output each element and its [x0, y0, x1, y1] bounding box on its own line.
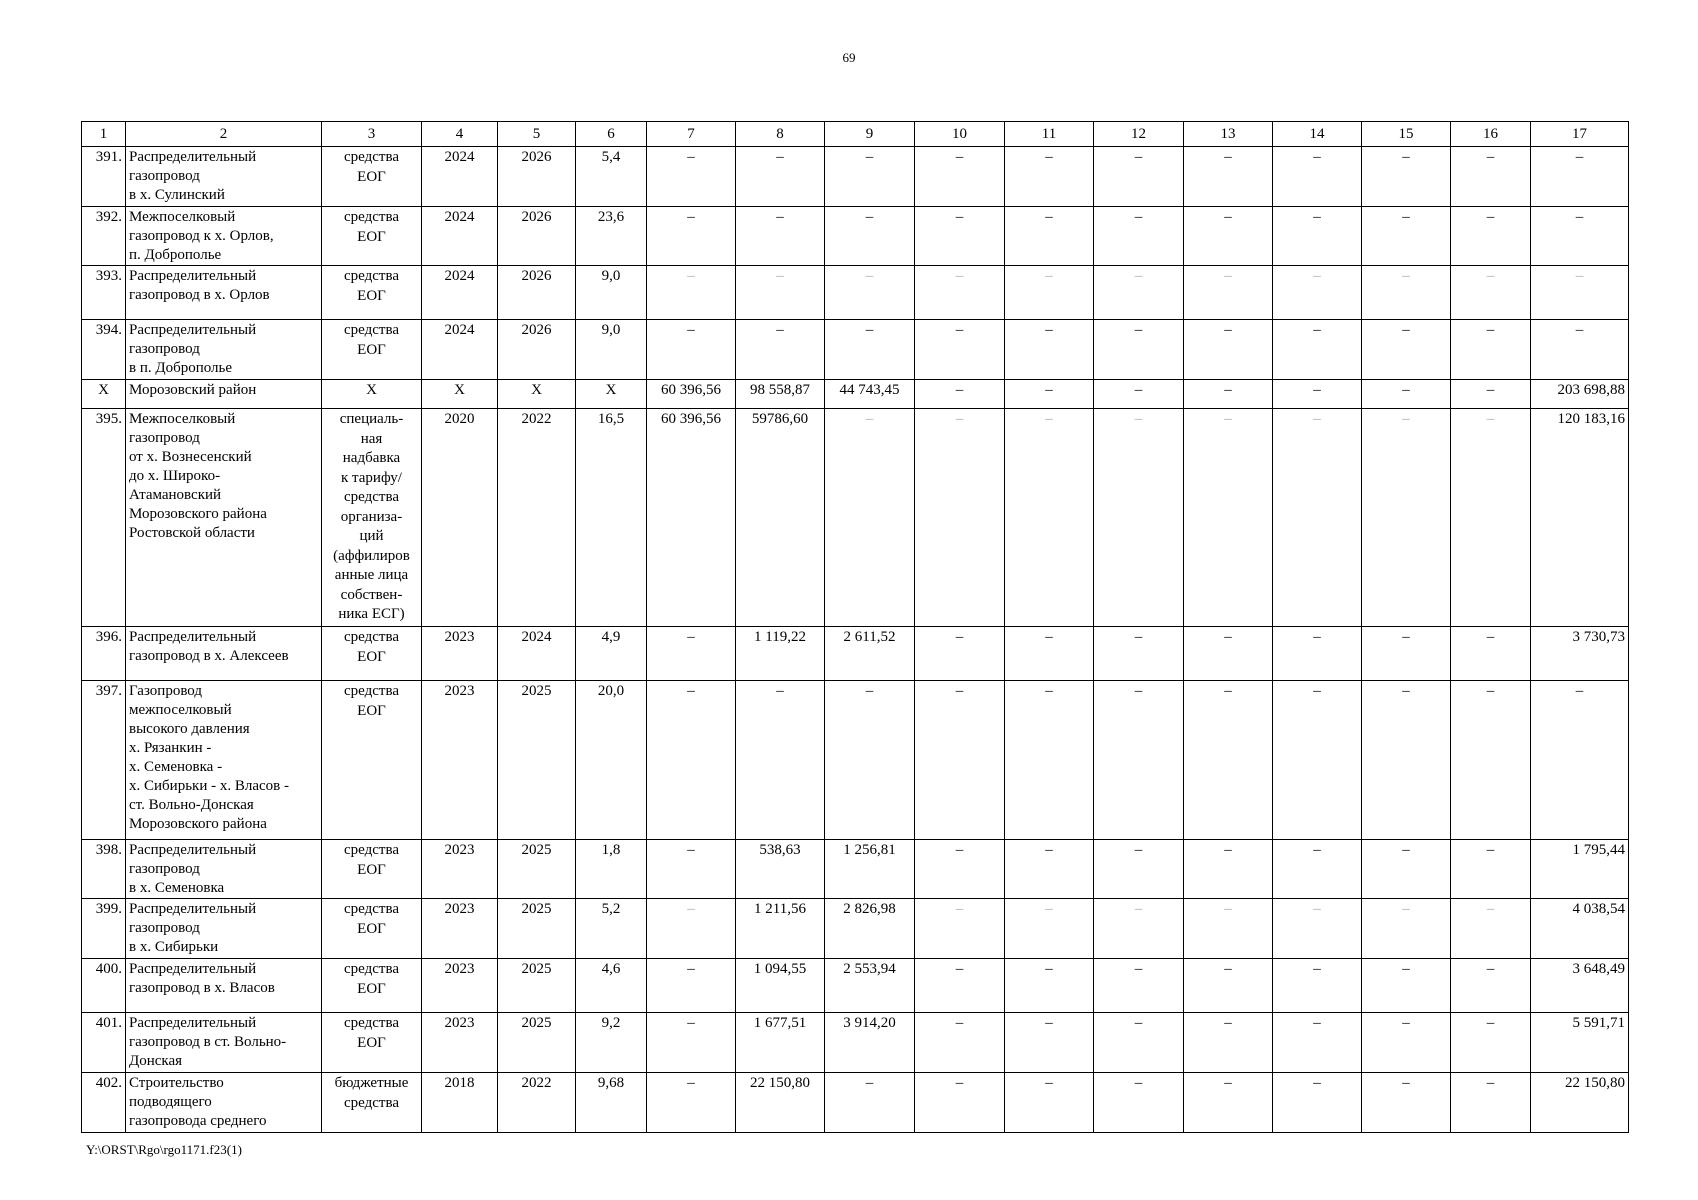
- amount-cell: 2 611,52: [825, 627, 915, 681]
- amount-cell: –: [1005, 1013, 1094, 1073]
- amount-cell: –: [1094, 207, 1184, 266]
- amount-cell: –: [1451, 147, 1531, 207]
- funding-source-cell: средства ЕОГ: [322, 147, 422, 207]
- amount-cell: –: [1184, 840, 1273, 899]
- amount-cell: 59786,60: [736, 409, 825, 627]
- row-number-cell: 396.: [82, 627, 126, 681]
- column-number-cell: 11: [1005, 122, 1094, 147]
- amount-cell: –: [1273, 840, 1362, 899]
- column-number-cell: 1: [82, 122, 126, 147]
- amount-cell: –: [915, 409, 1005, 627]
- amount-cell: –: [915, 899, 1005, 959]
- amount-cell: 1 211,56: [736, 899, 825, 959]
- row-number-cell: Х: [82, 380, 126, 409]
- amount-cell: 1 256,81: [825, 840, 915, 899]
- column-number-cell: 8: [736, 122, 825, 147]
- amount-cell: –: [1451, 207, 1531, 266]
- amount-cell: –: [1005, 840, 1094, 899]
- length-cell: 9,68: [576, 1073, 647, 1133]
- funding-source-cell: средства ЕОГ: [322, 320, 422, 380]
- amount-cell: –: [647, 207, 736, 266]
- table-row: [82, 627, 1629, 681]
- amount-cell: –: [915, 320, 1005, 380]
- amount-cell: –: [1094, 1073, 1184, 1133]
- amount-cell: 3 648,49: [1531, 959, 1629, 1013]
- amount-cell: –: [1362, 1073, 1451, 1133]
- district-summary-row: [82, 380, 1629, 409]
- amount-cell: –: [1184, 627, 1273, 681]
- end-year-cell: 2022: [498, 1073, 576, 1133]
- start-year-cell: 2024: [422, 266, 498, 320]
- amount-cell: 44 743,45: [825, 380, 915, 409]
- amount-cell: –: [825, 409, 915, 627]
- object-name-cell: Распределительный газопровод в х. Сулинский: [126, 147, 322, 207]
- column-number-cell: 13: [1184, 122, 1273, 147]
- object-name-cell: Распределительный газопровод в х. Алексеев: [126, 627, 322, 681]
- amount-cell: –: [647, 320, 736, 380]
- table-row: [82, 840, 1629, 899]
- start-year-cell: 2023: [422, 627, 498, 681]
- table-row: [82, 266, 1629, 320]
- object-name-cell: Морозовский район: [126, 380, 322, 409]
- length-cell: 9,0: [576, 320, 647, 380]
- amount-cell: –: [736, 266, 825, 320]
- amount-cell: –: [1451, 840, 1531, 899]
- amount-cell: –: [915, 147, 1005, 207]
- amount-cell: –: [1184, 320, 1273, 380]
- start-year-cell: 2023: [422, 959, 498, 1013]
- row-number-cell: 391.: [82, 147, 126, 207]
- funding-source-cell: средства ЕОГ: [322, 627, 422, 681]
- amount-cell: 538,63: [736, 840, 825, 899]
- amount-cell: –: [1184, 899, 1273, 959]
- table-row: [82, 681, 1629, 840]
- amount-cell: –: [647, 147, 736, 207]
- amount-cell: 1 094,55: [736, 959, 825, 1013]
- amount-cell: –: [1005, 147, 1094, 207]
- amount-cell: 3 730,73: [1531, 627, 1629, 681]
- start-year-cell: Х: [422, 380, 498, 409]
- row-number-cell: 397.: [82, 681, 126, 840]
- start-year-cell: 2024: [422, 207, 498, 266]
- amount-cell: –: [1005, 899, 1094, 959]
- end-year-cell: 2025: [498, 899, 576, 959]
- table-row: [82, 409, 1629, 627]
- amount-cell: –: [647, 840, 736, 899]
- amount-cell: 22 150,80: [736, 1073, 825, 1133]
- amount-cell: –: [1451, 380, 1531, 409]
- amount-cell: –: [647, 1073, 736, 1133]
- amount-cell: –: [1184, 409, 1273, 627]
- table-row: [82, 1073, 1629, 1133]
- column-number-cell: 6: [576, 122, 647, 147]
- amount-cell: –: [1362, 409, 1451, 627]
- page-number: 69: [842, 50, 856, 65]
- amount-cell: –: [1184, 147, 1273, 207]
- length-cell: 4,9: [576, 627, 647, 681]
- amount-cell: –: [1362, 147, 1451, 207]
- end-year-cell: 2024: [498, 627, 576, 681]
- end-year-cell: 2026: [498, 266, 576, 320]
- amount-cell: –: [915, 266, 1005, 320]
- amount-cell: –: [1094, 266, 1184, 320]
- object-name-cell: Распределительный газопровод в х. Орлов: [126, 266, 322, 320]
- column-number-cell: 4: [422, 122, 498, 147]
- amount-cell: –: [1451, 681, 1531, 840]
- column-number-cell: 3: [322, 122, 422, 147]
- amount-cell: –: [1531, 207, 1629, 266]
- amount-cell: –: [647, 681, 736, 840]
- start-year-cell: 2023: [422, 899, 498, 959]
- amount-cell: –: [915, 380, 1005, 409]
- amount-cell: –: [1273, 380, 1362, 409]
- amount-cell: –: [1005, 380, 1094, 409]
- column-number-cell: 16: [1451, 122, 1531, 147]
- amount-cell: –: [915, 1073, 1005, 1133]
- funding-source-cell: средства ЕОГ: [322, 1013, 422, 1073]
- row-number-cell: 400.: [82, 959, 126, 1013]
- amount-cell: –: [1184, 1073, 1273, 1133]
- amount-cell: –: [1094, 380, 1184, 409]
- funding-source-cell: средства ЕОГ: [322, 899, 422, 959]
- end-year-cell: 2025: [498, 1013, 576, 1073]
- amount-cell: –: [647, 266, 736, 320]
- column-number-cell: 12: [1094, 122, 1184, 147]
- end-year-cell: 2026: [498, 320, 576, 380]
- amount-cell: –: [825, 147, 915, 207]
- funding-source-cell: Х: [322, 380, 422, 409]
- amount-cell: 3 914,20: [825, 1013, 915, 1073]
- funding-source-cell: средства ЕОГ: [322, 207, 422, 266]
- funding-source-cell: средства ЕОГ: [322, 959, 422, 1013]
- amount-cell: –: [1094, 899, 1184, 959]
- object-name-cell: Распределительный газопровод в п. Доброполье: [126, 320, 322, 380]
- object-name-cell: Строительство подводящего газопровода среднего: [126, 1073, 322, 1133]
- object-name-cell: Газопровод межпоселковый высокого давления х. Рязанкин - х. Семеновка - х. Сибирьки - х. Власов - ст. Вольно-Донская Морозовского района: [126, 681, 322, 840]
- amount-cell: –: [1531, 147, 1629, 207]
- start-year-cell: 2024: [422, 320, 498, 380]
- end-year-cell: Х: [498, 380, 576, 409]
- footer-file-path: Y:\ORST\Rgo\rgo1171.f23(1): [86, 1142, 242, 1157]
- amount-cell: –: [915, 627, 1005, 681]
- length-cell: 9,0: [576, 266, 647, 320]
- length-cell: 16,5: [576, 409, 647, 627]
- amount-cell: 98 558,87: [736, 380, 825, 409]
- row-number-cell: 395.: [82, 409, 126, 627]
- amount-cell: –: [1451, 959, 1531, 1013]
- amount-cell: –: [1362, 899, 1451, 959]
- end-year-cell: 2025: [498, 840, 576, 899]
- amount-cell: –: [1531, 266, 1629, 320]
- amount-cell: 1 119,22: [736, 627, 825, 681]
- start-year-cell: 2023: [422, 1013, 498, 1073]
- amount-cell: –: [825, 266, 915, 320]
- amount-cell: –: [1005, 207, 1094, 266]
- amount-cell: –: [1273, 899, 1362, 959]
- amount-cell: –: [1451, 627, 1531, 681]
- row-number-cell: 401.: [82, 1013, 126, 1073]
- amount-cell: 1 677,51: [736, 1013, 825, 1073]
- length-cell: Х: [576, 380, 647, 409]
- row-number-cell: 392.: [82, 207, 126, 266]
- amount-cell: –: [825, 1073, 915, 1133]
- amount-cell: –: [1094, 147, 1184, 207]
- table-row: [82, 207, 1629, 266]
- amount-cell: –: [915, 681, 1005, 840]
- funding-source-cell: средства ЕОГ: [322, 681, 422, 840]
- amount-cell: –: [915, 959, 1005, 1013]
- amount-cell: –: [1094, 320, 1184, 380]
- amount-cell: –: [1362, 266, 1451, 320]
- amount-cell: 120 183,16: [1531, 409, 1629, 627]
- amount-cell: –: [1273, 1013, 1362, 1073]
- row-number-cell: 393.: [82, 266, 126, 320]
- amount-cell: –: [1273, 147, 1362, 207]
- amount-cell: –: [1451, 1073, 1531, 1133]
- amount-cell: –: [736, 681, 825, 840]
- column-number-cell: 7: [647, 122, 736, 147]
- amount-cell: –: [1451, 409, 1531, 627]
- amount-cell: –: [647, 899, 736, 959]
- amount-cell: –: [1273, 207, 1362, 266]
- start-year-cell: 2024: [422, 147, 498, 207]
- object-name-cell: Распределительный газопровод в х. Власов: [126, 959, 322, 1013]
- column-number-cell: 5: [498, 122, 576, 147]
- length-cell: 23,6: [576, 207, 647, 266]
- amount-cell: –: [647, 1013, 736, 1073]
- object-name-cell: Межпоселковый газопровод от х. Вознесенский до х. Широко- Атамановский Морозовского района Ростовской области: [126, 409, 322, 627]
- amount-cell: –: [1531, 320, 1629, 380]
- amount-cell: –: [1362, 320, 1451, 380]
- table-row: [82, 899, 1629, 959]
- length-cell: 4,6: [576, 959, 647, 1013]
- amount-cell: –: [1362, 207, 1451, 266]
- table-row: [82, 147, 1629, 207]
- investment-table: [81, 121, 1629, 1133]
- amount-cell: –: [1273, 959, 1362, 1013]
- amount-cell: –: [915, 1013, 1005, 1073]
- amount-cell: 5 591,71: [1531, 1013, 1629, 1073]
- length-cell: 9,2: [576, 1013, 647, 1073]
- amount-cell: –: [647, 959, 736, 1013]
- amount-cell: –: [825, 320, 915, 380]
- amount-cell: –: [1451, 1013, 1531, 1073]
- table-row: [82, 959, 1629, 1013]
- end-year-cell: 2022: [498, 409, 576, 627]
- amount-cell: –: [1094, 840, 1184, 899]
- amount-cell: –: [1184, 380, 1273, 409]
- amount-cell: –: [736, 207, 825, 266]
- column-number-cell: 9: [825, 122, 915, 147]
- end-year-cell: 2025: [498, 959, 576, 1013]
- length-cell: 20,0: [576, 681, 647, 840]
- amount-cell: –: [1094, 1013, 1184, 1073]
- amount-cell: 60 396,56: [647, 380, 736, 409]
- start-year-cell: 2020: [422, 409, 498, 627]
- amount-cell: –: [1362, 380, 1451, 409]
- amount-cell: –: [1273, 266, 1362, 320]
- amount-cell: –: [1005, 627, 1094, 681]
- table-row: [82, 320, 1629, 380]
- start-year-cell: 2018: [422, 1073, 498, 1133]
- amount-cell: 203 698,88: [1531, 380, 1629, 409]
- amount-cell: –: [1362, 681, 1451, 840]
- amount-cell: –: [1184, 959, 1273, 1013]
- amount-cell: 60 396,56: [647, 409, 736, 627]
- amount-cell: 2 826,98: [825, 899, 915, 959]
- column-number-cell: 2: [126, 122, 322, 147]
- amount-cell: –: [1094, 681, 1184, 840]
- end-year-cell: 2025: [498, 681, 576, 840]
- amount-cell: –: [1184, 207, 1273, 266]
- amount-cell: –: [1451, 899, 1531, 959]
- amount-cell: –: [1531, 681, 1629, 840]
- amount-cell: –: [1094, 959, 1184, 1013]
- object-name-cell: Межпоселковый газопровод к х. Орлов, п. Доброполье: [126, 207, 322, 266]
- amount-cell: –: [1273, 409, 1362, 627]
- amount-cell: –: [1005, 320, 1094, 380]
- amount-cell: –: [1005, 266, 1094, 320]
- row-number-cell: 402.: [82, 1073, 126, 1133]
- length-cell: 5,4: [576, 147, 647, 207]
- amount-cell: –: [1184, 1013, 1273, 1073]
- amount-cell: –: [1362, 959, 1451, 1013]
- end-year-cell: 2026: [498, 147, 576, 207]
- amount-cell: –: [825, 207, 915, 266]
- amount-cell: 22 150,80: [1531, 1073, 1629, 1133]
- column-number-cell: 15: [1362, 122, 1451, 147]
- funding-source-cell: специаль- ная надбавка к тарифу/ средства организа- ций (аффилиров анные лица собствен- ника ЕСГ): [322, 409, 422, 627]
- amount-cell: –: [1362, 840, 1451, 899]
- amount-cell: –: [1005, 409, 1094, 627]
- amount-cell: –: [1094, 627, 1184, 681]
- amount-cell: –: [915, 207, 1005, 266]
- funding-source-cell: средства ЕОГ: [322, 840, 422, 899]
- amount-cell: –: [647, 627, 736, 681]
- funding-source-cell: бюджетные средства: [322, 1073, 422, 1133]
- amount-cell: –: [1005, 681, 1094, 840]
- amount-cell: –: [915, 840, 1005, 899]
- column-number-cell: 14: [1273, 122, 1362, 147]
- amount-cell: 2 553,94: [825, 959, 915, 1013]
- amount-cell: –: [825, 681, 915, 840]
- amount-cell: –: [1005, 959, 1094, 1013]
- amount-cell: –: [1362, 1013, 1451, 1073]
- amount-cell: –: [736, 147, 825, 207]
- object-name-cell: Распределительный газопровод в х. Семеновка: [126, 840, 322, 899]
- amount-cell: –: [736, 320, 825, 380]
- start-year-cell: 2023: [422, 681, 498, 840]
- column-number-header: [82, 122, 1629, 147]
- end-year-cell: 2026: [498, 207, 576, 266]
- length-cell: 5,2: [576, 899, 647, 959]
- object-name-cell: Распределительный газопровод в ст. Вольно- Донская: [126, 1013, 322, 1073]
- start-year-cell: 2023: [422, 840, 498, 899]
- amount-cell: –: [1005, 1073, 1094, 1133]
- row-number-cell: 398.: [82, 840, 126, 899]
- amount-cell: –: [1451, 266, 1531, 320]
- funding-source-cell: средства ЕОГ: [322, 266, 422, 320]
- amount-cell: –: [1184, 266, 1273, 320]
- amount-cell: –: [1273, 681, 1362, 840]
- amount-cell: 1 795,44: [1531, 840, 1629, 899]
- amount-cell: –: [1094, 409, 1184, 627]
- column-number-cell: 10: [915, 122, 1005, 147]
- column-number-cell: 17: [1531, 122, 1629, 147]
- length-cell: 1,8: [576, 840, 647, 899]
- amount-cell: 4 038,54: [1531, 899, 1629, 959]
- row-number-cell: 394.: [82, 320, 126, 380]
- amount-cell: –: [1273, 627, 1362, 681]
- row-number-cell: 399.: [82, 899, 126, 959]
- amount-cell: –: [1362, 627, 1451, 681]
- object-name-cell: Распределительный газопровод в х. Сибирьки: [126, 899, 322, 959]
- amount-cell: –: [1273, 320, 1362, 380]
- amount-cell: –: [1451, 320, 1531, 380]
- amount-cell: –: [1184, 681, 1273, 840]
- table-row: [82, 1013, 1629, 1073]
- amount-cell: –: [1273, 1073, 1362, 1133]
